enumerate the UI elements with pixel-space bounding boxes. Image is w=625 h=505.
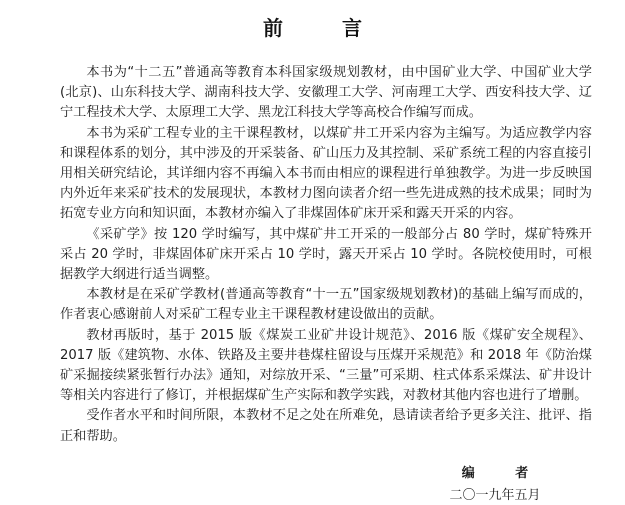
paragraph-revision: 教材再版时，基于 2015 版《煤炭工业矿井设计规范》、2016 版《煤矿安全规程》、2017 版《建筑物、水体、铁路及主要井巷煤柱留设与压煤开采规范》和 2018 年《防治煤矿采掘接续紧张暂行办法》通知，对综放开采、“三量”可采期、柱式体系采煤法、矿井设计等相关内容进行了修订，并根据煤矿生产实际和教学实践，对教材其他内容也进行了增删。 — [60, 327, 592, 404]
paragraph-authors: 本书为“十二五”普通高等教育本科国家级规划教材，由中国矿业大学、中国矿业大学(北京)、山东科技大学、湖南科技大学、安徽理工大学、河南理工大学、西安科技大学、辽宁工程技术大学、太原理工大学、黑龙江科技大学等高校合作编写而成。 — [60, 65, 592, 121]
paragraph-closing: 受作者水平和时间所限，本教材不足之处在所难免，恳请读者给予更多关注、批评、指正和帮助。 — [60, 408, 592, 444]
paragraph-acknowledgement: 本教材是在采矿学教材(普通高等教育“十一五”国家级规划教材)的基础上编写而成的，作者衷心感谢前人对采矿工程专业主干课程教材建设做出的贡献。 — [60, 287, 592, 323]
signature: 编 者 — [461, 466, 547, 481]
paragraph-hours: 《采矿学》按 120 学时编写，其中煤矿井工开采的一般部分占 80 学时，煤矿特殊开采占 20 学时，非煤固体矿床开采占 10 学时，露天开采占 10 学时。各院校使用时，可根据教学大纲进行适当调整。 — [60, 226, 592, 283]
preface-body — [60, 63, 592, 447]
page-title: 前 言 — [263, 16, 388, 40]
paragraph-scope: 本书为采矿工程专业的主干课程教材，以煤矿井工开采内容为主编写。为适应教学内容和课程体系的划分，其中涉及的开采装备、矿山压力及其控制、采矿系统工程的内容直接引用相关研究结论，其详细内容不再编入本书而由相应的课程进行单独教学。为进一步反映国内外近年来采矿技术的发展现状，本教材力图向读者介绍一些先进成熟的技术成果；同时为拓宽专业方向和知识面，本教材亦编入了非煤固体矿床开采和露天开采的内容。 — [60, 125, 592, 222]
date: 二〇一九年五月 — [449, 488, 541, 503]
